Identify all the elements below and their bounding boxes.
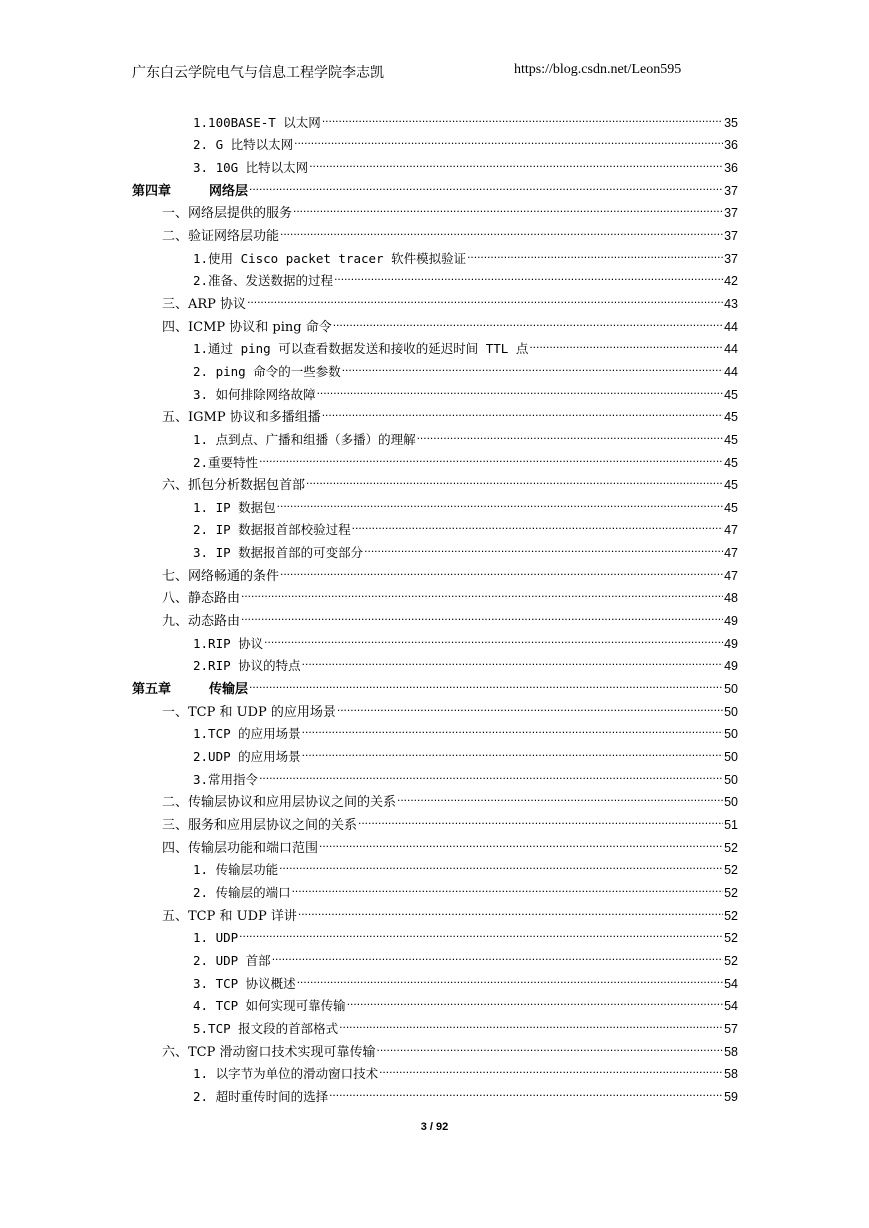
dot-leader [319,829,723,852]
dot-leader [306,467,723,490]
toc-entry-label: 2. UDP 首部 [193,952,271,968]
toc-page-number: 48 [724,591,738,606]
toc-page-number: 47 [724,546,738,561]
toc-entry-label: 六、TCP 滑动窗口技术实现可靠传输 [162,1044,376,1060]
toc-entry-label: 2. 超时重传时间的选择 [193,1088,329,1104]
dot-leader [302,738,723,761]
toc-entry-label: 1. IP 数据包 [193,499,276,515]
toc-page-number: 58 [724,1044,738,1059]
toc-entry-label: 2.准备、发送数据的过程 [193,273,334,289]
toc-entry-label: 八、静态路由 [162,591,241,607]
header-author: 广东白云学院电气与信息工程学院李志凯 [132,65,384,81]
toc-page-number: 59 [724,1089,738,1104]
dot-leader [377,1033,724,1056]
toc-page-number: 47 [724,523,738,538]
toc-entry-label: 二、验证网络层功能 [162,228,280,244]
toc-entry-label: 2. IP 数据报首部校验过程 [193,522,351,538]
toc-page-number: 45 [724,478,738,493]
dot-leader [309,149,723,172]
dot-leader [317,376,724,399]
dot-leader [297,965,723,988]
dot-leader [298,897,723,920]
dot-leader [292,874,724,897]
toc-page-number: 45 [724,387,738,402]
toc-page-number: 45 [724,410,738,425]
toc-entry-label: 2. 传输层的端口 [193,884,291,900]
toc-page-number: 45 [724,432,738,447]
toc-page-number: 43 [724,296,738,311]
toc-entry-label: 1.TCP 的应用场景 [193,726,301,742]
toc-page-number: 52 [724,908,738,923]
toc-page-number: 50 [724,750,738,765]
toc-page-number: 52 [724,840,738,855]
toc-entry-label: 一、TCP 和 UDP 的应用场景 [162,704,336,720]
dot-leader [352,512,723,535]
toc-chapter-title: 传输层 [209,682,249,698]
table-of-contents [132,104,738,1104]
toc-entry-label: 二、传输层协议和应用层协议之间的关系 [162,795,397,811]
toc-entry-label: 2.RIP 协议的特点 [193,658,301,674]
dot-leader [294,127,723,150]
toc-page-number: 44 [724,342,738,357]
toc-page-number: 57 [724,1021,738,1036]
toc-entry-label: 1. 传输层功能 [193,862,279,878]
dot-leader [467,240,723,263]
toc-entry-label: 3. 10G 比特以太网 [193,159,309,175]
toc-entry-label: 1. 以字节为单位的滑动窗口技术 [193,1066,379,1082]
dot-leader [302,716,723,739]
toc-page-number: 44 [724,319,738,334]
toc-page-number: 42 [724,274,738,289]
toc-entry-label: 4. TCP 如何实现可靠传输 [193,998,346,1014]
toc-entry-label: 1.通过 ping 可以查看数据发送和接收的延迟时间 TTL 点 [193,341,529,357]
toc-page-number: 49 [724,636,738,651]
dot-leader [272,942,723,965]
dot-leader [241,602,723,625]
toc-page-number: 37 [724,183,738,198]
toc-page-number: 37 [724,206,738,221]
dot-leader [302,648,723,671]
dot-leader [241,580,723,603]
toc-page-number: 49 [724,614,738,629]
dot-leader [358,806,723,829]
dot-leader [334,263,723,286]
toc-entry-label: 3. TCP 协议概述 [193,975,296,991]
toc-entry-label: 七、网络畅通的条件 [162,568,280,584]
dot-leader [280,217,723,240]
toc-page-number: 35 [724,115,738,130]
toc-entry-label: 一、网络层提供的服务 [162,206,293,222]
toc-page-number: 36 [724,160,738,175]
toc-page-number: 37 [724,251,738,266]
dot-leader [249,172,723,195]
toc-entry-label: 1. UDP [193,930,239,946]
toc-entry-label: 六、抓包分析数据包首部 [162,478,306,494]
dot-leader [347,988,723,1011]
toc-page-number: 50 [724,772,738,787]
dot-leader [259,761,723,784]
toc-page-number: 58 [724,1067,738,1082]
toc-chapter-number: 第四章 [132,183,172,199]
dot-leader [342,353,723,376]
dot-leader [280,557,723,580]
dot-leader [379,1056,723,1079]
dot-leader [264,625,723,648]
toc-entry-label: 1.使用 Cisco packet tracer 软件模拟验证 [193,250,467,266]
toc-entry-label: 五、IGMP 协议和多播组播 [162,410,321,426]
toc-entry-label [132,679,249,702]
dot-leader [329,1078,723,1101]
toc-entry-label: 3.常用指令 [193,771,259,787]
toc-page-number: 50 [724,795,738,810]
page-header [132,62,738,84]
toc-entry-label: 四、传输层功能和端口范围 [162,840,319,856]
dot-leader [259,444,723,467]
toc-page-number: 52 [724,885,738,900]
page-footer [0,1121,869,1133]
dot-leader [279,852,723,875]
toc-entry-label: 1.100BASE-T 以太网 [193,114,321,130]
toc-page-number: 52 [724,863,738,878]
toc-page-number: 51 [724,818,738,832]
toc-entry-label: 3. IP 数据报首部的可变部分 [193,545,364,561]
toc-entry-label: 九、动态路由 [162,614,241,630]
toc-page-number: 47 [724,568,738,583]
toc-page-number: 49 [724,659,738,674]
dot-leader [249,670,723,693]
toc-entry-label: 三、ARP 协议 [162,296,247,312]
dot-leader [333,308,723,331]
toc-entry-row[interactable] [132,104,738,130]
toc-entry-label: 3. 如何排除网络故障 [193,386,316,402]
toc-entry-label: 五、TCP 和 UDP 详讲 [162,908,297,924]
toc-page-number: 37 [724,228,738,243]
toc-page-number: 52 [724,931,738,946]
toc-entry-label [132,181,249,204]
dot-leader [322,104,723,127]
toc-chapter-number: 第五章 [132,682,172,698]
toc-entry-label: 1.RIP 协议 [193,635,264,651]
toc-page-number: 50 [724,704,738,719]
toc-entry-label: 2.重要特性 [193,454,259,470]
toc-page-number: 52 [724,953,738,968]
toc-page-number: 36 [724,138,738,153]
dot-leader [397,784,723,807]
toc-entry-label: 2. ping 命令的一些参数 [193,363,341,379]
dot-leader [322,399,723,422]
toc-page-number: 44 [724,364,738,379]
toc-entry-label: 四、ICMP 协议和 ping 命令 [162,319,332,335]
toc-chapter-title: 网络层 [209,183,249,199]
toc-entry-label: 1. 点到点、广播和组播（多播）的理解 [193,431,416,447]
dot-leader [529,331,723,354]
page-indicator: 3 / 92 [420,1121,449,1133]
toc-entry-label: 2. G 比特以太网 [193,137,294,153]
dot-leader [417,421,724,444]
toc-page-number: 45 [724,455,738,470]
dot-leader [247,285,723,308]
dot-leader [293,195,723,218]
dot-leader [364,534,723,557]
dot-leader [337,693,723,716]
toc-page-number: 54 [724,976,738,991]
dot-leader [339,1010,723,1033]
dot-leader [277,489,723,512]
dot-leader [239,920,723,943]
toc-entry-label: 5.TCP 报文段的首部格式 [193,1020,339,1036]
toc-entry-label: 2.UDP 的应用场景 [193,749,301,765]
toc-entry-label: 三、服务和应用层协议之间的关系 [162,818,358,833]
toc-page-number: 50 [724,727,738,742]
toc-page-number: 50 [724,682,738,697]
toc-page-number: 54 [724,999,738,1014]
header-url: https://blog.csdn.net/Leon595 [514,62,682,77]
toc-page-number: 45 [724,500,738,515]
